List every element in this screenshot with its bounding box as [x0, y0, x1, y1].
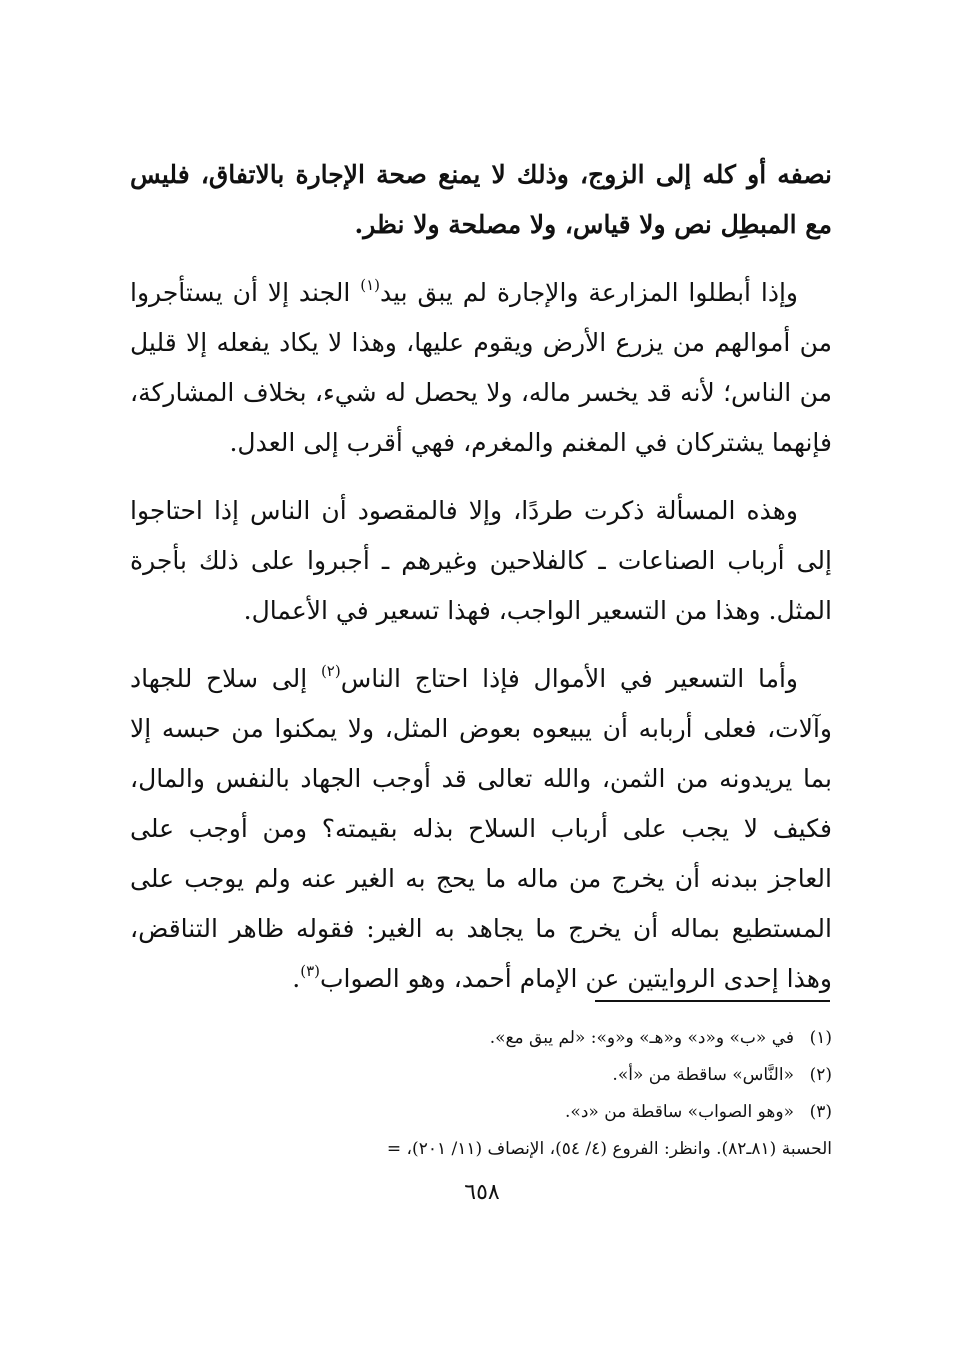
footnote-number: (٣) — [809, 1102, 832, 1122]
main-text — [130, 150, 832, 1022]
footnote-ref-2: (٢) — [320, 661, 341, 680]
footnote-text: «وهو الصواب» ساقطة من «د». — [565, 1102, 794, 1122]
paragraph-4-part-a: وأما التسعير في الأموال فإذا احتاج الناس — [340, 664, 798, 693]
page-number: ٦٥٨ — [464, 1180, 500, 1205]
footnote-text: في «ب» و«د» و«هـ» و«و»: «لم يبق مع». — [489, 1028, 794, 1048]
footnotes — [110, 1020, 832, 1168]
paragraph-3: وهذه المسألة ذكرت طردًا، وإلا فالمقصود أن الناس إذا احتاجوا إلى أرباب الصناعات ـ كالفلاحين وغيرهم ـ أجبروا على ذلك بأجرة المثل. وهذا من التسعير الواجب، فهذا تسعير في الأعمال. — [130, 496, 832, 625]
footnote-3 — [110, 1094, 832, 1131]
footnote-number: (١) — [809, 1028, 832, 1048]
paragraph-2-part-a: وإذا أبطلوا المزارعة والإجارة لم يبق بيد — [379, 278, 798, 307]
footnote-2 — [110, 1057, 832, 1094]
footnote-ref-3: (٣) — [300, 961, 320, 980]
footnote-1 — [110, 1020, 832, 1057]
footnote-continuation: الحسبة (٨١ـ٨٢). وانظر: الفروع (٤/ ٥٤)، الإنصاف (١١/ ٢٠١)، = — [386, 1139, 832, 1159]
paragraph-4-part-b: إلى سلاح للجهاد وآلات، فعلى أربابه أن يبيعوه بعوض المثل، ولا يمكنوا من حبسه إلا بما يريدونه من الثمن، والله تعالى قد أوجب الجهاد بالنفس والمال، فكيف لا يجب على أرباب السلاح بذله بقيمته؟ ومن أوجب على العاجز ببدنه أن يخرج من ماله ما يحج به الغير عنه ولم يوجب على المستطيع بماله أن يخرج ما يجاهد به الغير: فقوله ظاهر التناقض، وهذا إحدى الروايتين عن الإمام أحمد، وهو الصواب — [130, 664, 832, 993]
footnote-text: «النَّاس» ساقطة من «أ». — [612, 1065, 794, 1085]
paragraph-2-part-b: الجند إلا أن يستأجروا من أموالهم من يزرع الأرض ويقوم عليها، وهذا لا يكاد يفعله إلا قليل من الناس؛ لأنه قد يخسر ماله، ولا يحصل له شيء، بخلاف المشاركة، فإنهما يشتركان في المغنم والمغرم، فهي أقرب إلى العدل. — [130, 278, 832, 457]
paragraph-2 — [130, 268, 832, 468]
paragraph-4 — [130, 654, 832, 1004]
footnote-number: (٢) — [809, 1065, 832, 1085]
paragraph-1: نصفه أو كله إلى الزوج، وذلك لا يمنع صحة الإجارة بالاتفاق، فليس مع المبطِل نص ولا قياس، ولا مصلحة ولا نظر. — [130, 160, 832, 239]
paragraph-4-end: . — [292, 964, 301, 993]
footnote-divider — [595, 1000, 830, 1002]
footnote-ref-1: (١) — [360, 275, 380, 294]
